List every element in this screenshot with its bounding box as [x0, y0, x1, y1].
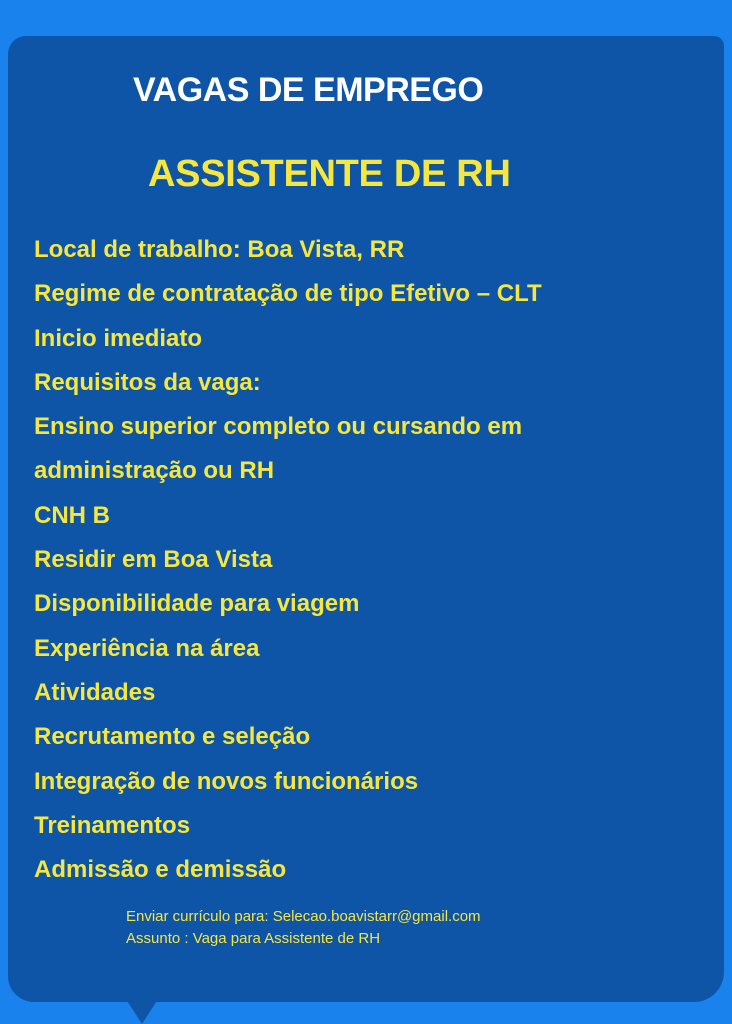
- detail-line-contract: Regime de contratação de tipo Efetivo – CLT: [34, 280, 542, 308]
- detail-line-activities-heading: Atividades: [34, 678, 156, 706]
- detail-line-start: Inicio imediato: [34, 324, 203, 352]
- detail-line-education: Ensino superior completo ou cursando em: [34, 413, 523, 441]
- detail-line-travel: Disponibilidade para viagem: [34, 590, 360, 618]
- speech-bubble-tail: [120, 990, 164, 1024]
- job-details-list: [34, 228, 684, 892]
- contact-email-line: Enviar currículo para: Selecao.boavistarr@gmail.com: [126, 908, 481, 925]
- detail-line-recruitment: Recrutamento e seleção: [34, 723, 311, 751]
- detail-line-hiring: Admissão e demissão: [34, 856, 287, 884]
- detail-line-training: Treinamentos: [34, 811, 191, 839]
- detail-line-experience: Experiência na área: [34, 634, 260, 662]
- detail-line-residence: Residir em Boa Vista: [34, 546, 273, 574]
- detail-line-education-cont: administração ou RH: [34, 457, 275, 485]
- detail-line-location: Local de trabalho: Boa Vista, RR: [34, 236, 405, 263]
- detail-line-requirements-heading: Requisitos da vaga:: [34, 368, 261, 396]
- page-title: VAGAS DE EMPREGO: [133, 71, 484, 109]
- detail-line-license: CNH B: [34, 501, 110, 529]
- contact-info: [126, 906, 481, 950]
- contact-subject-line: Assunto : Vaga para Assistente de RH: [126, 930, 381, 947]
- detail-line-onboarding: Integração de novos funcionários: [34, 767, 419, 795]
- job-title: ASSISTENTE DE RH: [148, 153, 511, 195]
